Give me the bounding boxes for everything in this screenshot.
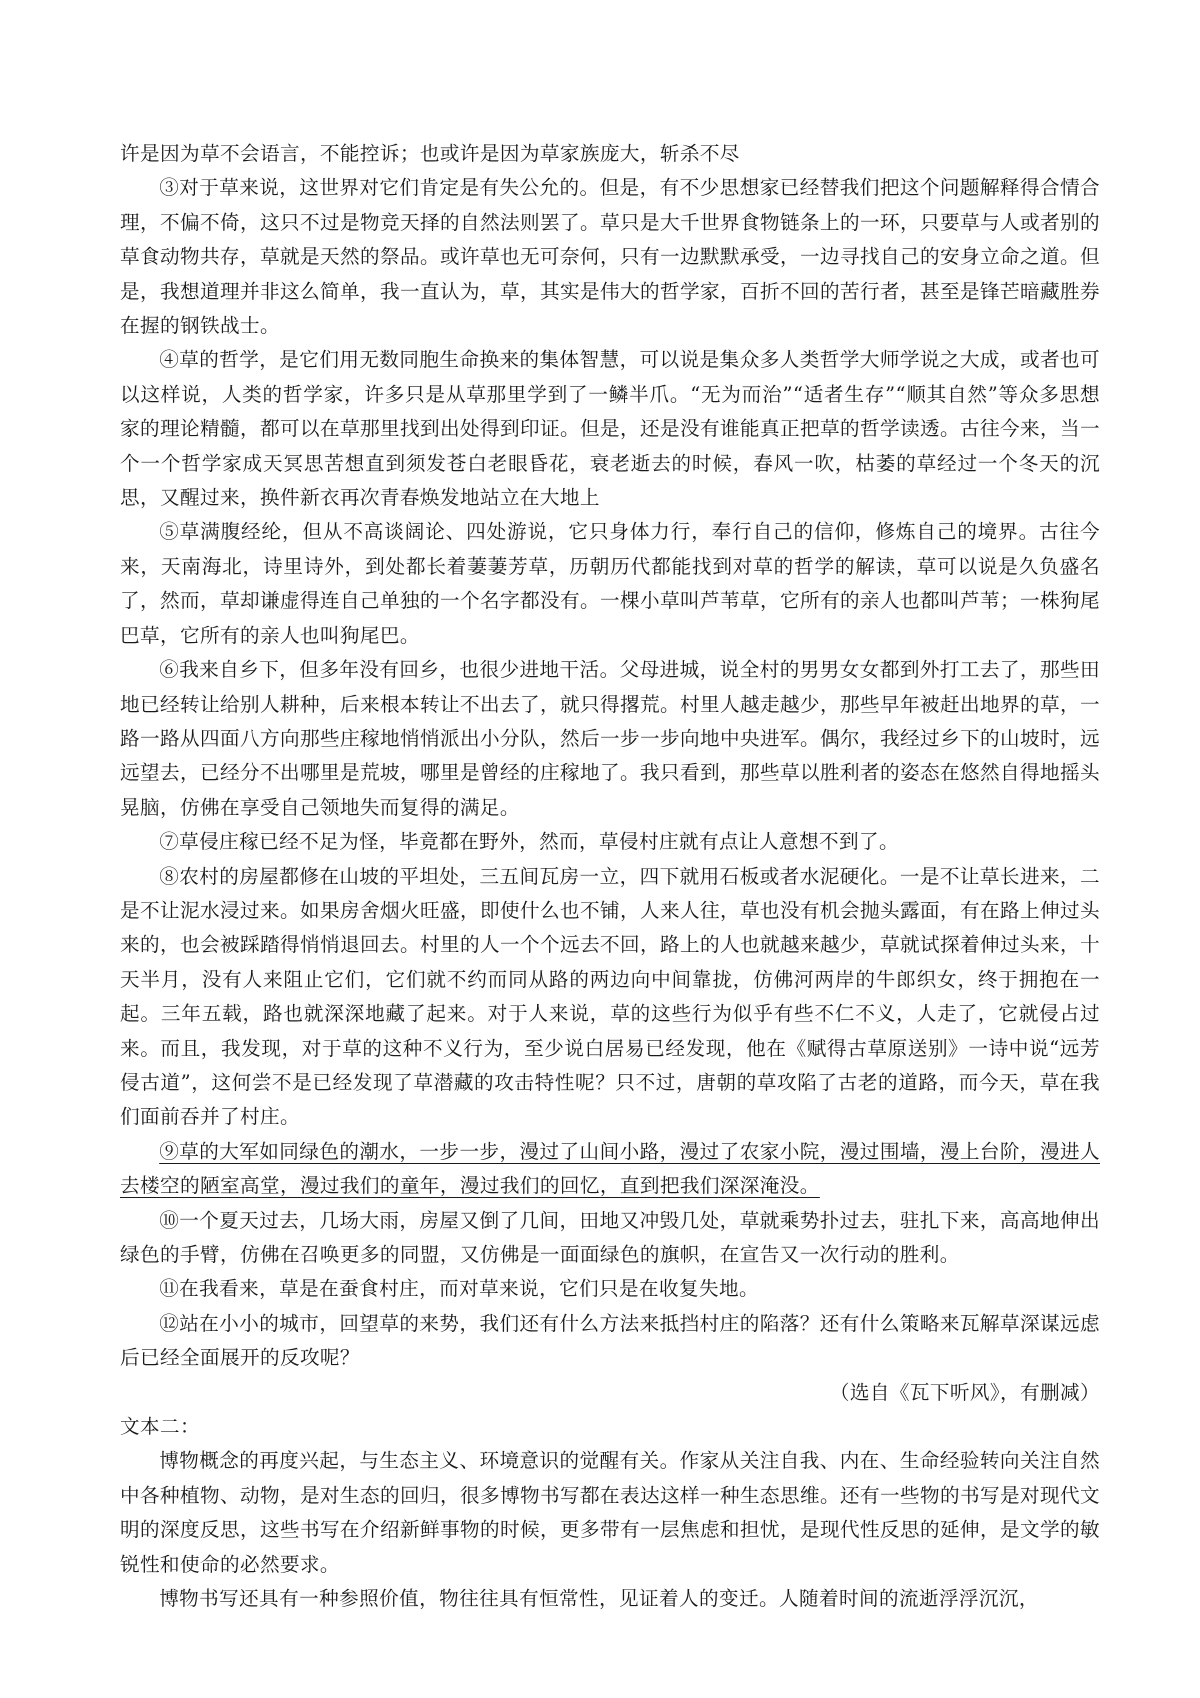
paragraph-4: ④草的哲学，是它们用无数同胞生命换来的集体智慧，可以说是集众多人类哲学大师学说之大成，或者也可以这样说，人类的哲学家，许多只是从草那里学到了一鳞半爪。“无为而治”“适者生存”“顺其自然”等众多思想家的理论精髓，都可以在草那里找到出处得到印证。但是，还是没有谁能真正把草的哲学读透。古往今来，当一个一个哲学家成天冥思苦想直到须发苍白老眼昏花，衰老逝去的时候，春风一吹，枯萎的草经过一个冬天的沉思，又醒过来，换件新衣再次青春焕发地站立在大地上 (120, 348, 1100, 510)
paragraph-continuation: 许是因为草不会语言，不能控诉；也或许是因为草家族庞大，斩杀不尽 (120, 142, 740, 165)
paragraph-7: ⑦草侵庄稼已经不足为怪，毕竟都在野外，然而，草侵村庄就有点让人意想不到了。 (159, 830, 899, 854)
text-two-paragraph-2: 博物书写还具有一种参照价值，物往往具有恒常性，见证着人的变迁。人随着时间的流逝浮浮沉沉， (159, 1587, 1039, 1611)
paragraph-5: ⑤草满腹经纶，但从不高谈阔论、四处游说，它只身体力行，奉行自己的信仰，修炼自己的境界。古往今来，天南海北，诗里诗外，到处都长着萋萋芳草，历朝历代都能找到对草的哲学的解读，草可以说是久负盛名了，然而，草却谦虚得连自己单独的一个名字都没有。一棵小草叫芦苇草，它所有的亲人也都叫芦苇；一株狗尾巴草，它所有的亲人也叫狗尾巴。 (120, 520, 1100, 647)
paragraph-9-underlined: ⑨草的大军如同绿色的潮水，一步一步，漫过了山间小路，漫过了农家小院，漫过围墙，漫上台阶，漫进人去楼空的陋室高堂，漫过我们的童年，漫过我们的回忆，直到把我们深深淹没。 (120, 1139, 1100, 1198)
text-two-label: 文本二： (120, 1415, 200, 1439)
text-two-paragraph-1: 博物概念的再度兴起，与生态主义、环境意识的觉醒有关。作家从关注自我、内在、生命经验转向关注自然中各种植物、动物，是对生态的回归，很多博物书写都在表达这样一种生态思维。还有一些物的书写是对现代文明的深度反思，这些书写在介绍新鲜事物的时候，更多带有一层焦虑和担忧，是现代性反思的延伸，是文学的敏锐性和使命的必然要求。 (120, 1449, 1100, 1576)
source-citation: （选自《瓦下听风》，有删减） (829, 1380, 1100, 1404)
paragraph-11: ⑪在我看来，草是在蚕食村庄，而对草来说，它们只是在收复失地。 (159, 1277, 759, 1301)
paragraph-12: ⑫站在小小的城市，回望草的来势，我们还有什么方法来抵挡村庄的陷落？还有什么策略来瓦解草深谋远虑后已经全面展开的反攻呢？ (120, 1311, 1100, 1370)
paragraph-3: ③对于草来说，这世界对它们肯定是有失公允的。但是，有不少思想家已经替我们把这个问题解释得合情合理，不偏不倚，这只不过是物竞天择的自然法则罢了。草只是大千世界食物链条上的一环，只要草与人或者别的草食动物共存，草就是天然的祭品。或许草也无可奈何，只有一边默默承受，一边寻找自己的安身立命之道。但是，我想道理并非这么简单，我一直认为，草，其实是伟大的哲学家，百折不回的苦行者，甚至是锋芒暗藏胜券在握的钢铁战士。 (120, 176, 1100, 338)
paragraph-10: ⑩一个夏天过去，几场大雨，房屋又倒了几间，田地又冲毁几处，草就乘势扑过去，驻扎下来，高高地伸出绿色的手臂，仿佛在召唤更多的同盟，又仿佛是一面面绿色的旗帜，在宣告又一次行动的胜利。 (120, 1208, 1100, 1266)
paragraph-8: ⑧农村的房屋都修在山坡的平坦处，三五间瓦房一立，四下就用石板或者水泥硬化。一是不让草长进来，二是不让泥水浸过来。如果房舍烟火旺盛，即使什么也不铺，人来人往，草也没有机会抛头露面，有在路上伸过头来的，也会被踩踏得悄悄退回去。村里的人一个个远去不回，路上的人也就越来越少，草就试探着伸过头来，十天半月，没有人来阻止它们，它们就不约而同从路的两边向中间靠拢，仿佛河两岸的牛郎织女，终于拥抱在一起。三年五载，路也就深深地藏了起来。对于人来说，草的这些行为似乎有些不仁不义，人走了，它就侵占过来。而且，我发现，对于草的这种不义行为，至少说白居易已经发现，他在《赋得古草原送别》一诗中说“远芳侵古道”，这何尝不是已经发现了草潜藏的攻击特性呢？只不过，唐朝的草攻陷了古老的道路，而今天，草在我们面前吞并了村庄。 (120, 864, 1100, 1129)
paragraph-6: ⑥我来自乡下，但多年没有回乡，也很少进地干活。父母进城，说全村的男男女女都到外打工去了，那些田地已经转让给别人耕种，后来根本转让不出去了，就只得撂荒。村里人越走越少，那些早年被赶出地界的草，一路一路从四面八方向那些庄稼地悄悄派出小分队，然后一步一步向地中央进军。偶尔，我经过乡下的山坡时，远远望去，已经分不出哪里是荒坡，哪里是曾经的庄稼地了。我只看到，那些草以胜利者的姿态在悠然自得地摇头晃脑，仿佛在享受自己领地失而复得的满足。 (120, 658, 1100, 819)
